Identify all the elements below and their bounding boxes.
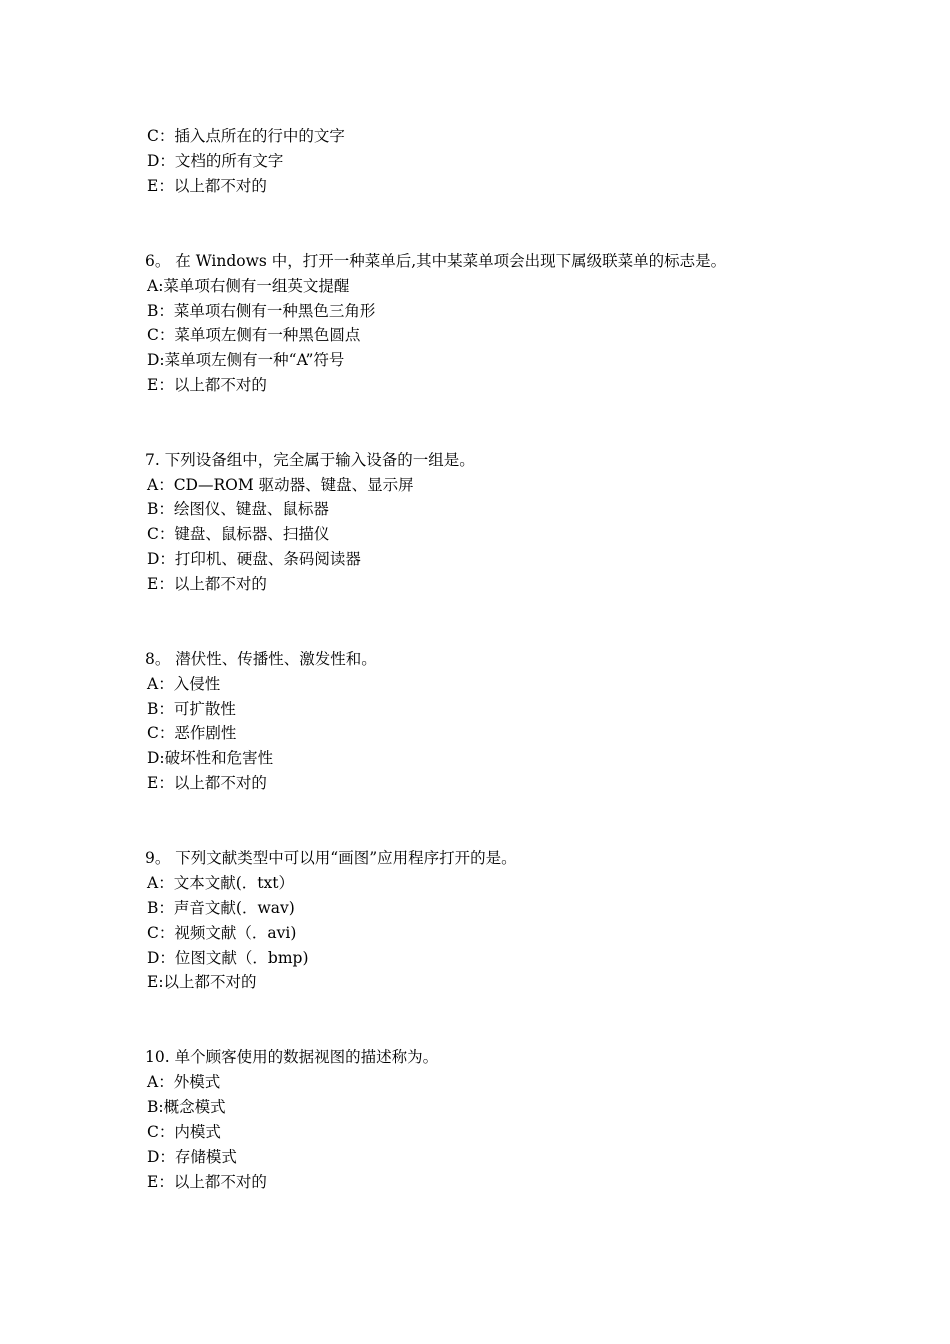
- question-7-stem: 7. 下列设备组中，完全属于输入设备的一组是。: [145, 451, 475, 469]
- question-7-option-a: A：CD—ROM 驱动器、键盘、显示屏: [147, 476, 414, 494]
- question-6-option-d: D:菜单项左侧有一种“A”符号: [147, 351, 345, 369]
- question-8-stem: 8。 潜伏性、传播性、激发性和。: [145, 650, 377, 668]
- question-7-option-c: C：键盘、鼠标器、扫描仪: [147, 525, 330, 543]
- question-9-option-c: C：视频文献（．avi): [147, 924, 297, 942]
- question-7-option-e: E：以上都不对的: [147, 575, 267, 593]
- question-6-stem: 6。 在 Windows 中，打开一种菜单后,其中某菜单项会出现下属级联菜单的标志是。: [145, 252, 727, 270]
- question-8-option-b: B：可扩散性: [147, 700, 236, 718]
- question-7-option-b: B：绘图仪、键盘、鼠标器: [147, 500, 329, 518]
- question-10-option-e: E：以上都不对的: [147, 1173, 267, 1191]
- question-6-option-e: E：以上都不对的: [147, 376, 267, 394]
- question-9-option-b: B：声音文献(．wav): [147, 899, 295, 917]
- question-9-stem: 9。 下列文献类型中可以用“画图”应用程序打开的是。: [145, 849, 517, 867]
- question-9-option-a: A：文本文献(．txt）: [147, 874, 294, 892]
- question-9-option-d: D：位图文献（．bmp): [147, 949, 309, 967]
- question-10-option-c: C：内模式: [147, 1123, 221, 1141]
- question-6-option-b: B：菜单项右侧有一种黑色三角形: [147, 302, 376, 320]
- option-e: E：以上都不对的: [147, 177, 267, 195]
- question-10-option-b: B:概念模式: [147, 1098, 226, 1116]
- option-d: D：文档的所有文字: [147, 152, 284, 170]
- question-8-option-a: A：入侵性: [147, 675, 221, 693]
- question-10-option-a: A：外模式: [147, 1073, 221, 1091]
- question-6-option-a: A:菜单项右侧有一组英文提醒: [147, 277, 350, 295]
- question-7-option-d: D：打印机、硬盘、条码阅读器: [147, 550, 361, 568]
- option-c: C：插入点所在的行中的文字: [147, 127, 345, 145]
- question-6-option-c: C：菜单项左侧有一种黑色圆点: [147, 326, 361, 344]
- question-10-option-d: D：存储模式: [147, 1148, 237, 1166]
- question-10-stem: 10. 单个顾客使用的数据视图的描述称为。: [145, 1048, 439, 1066]
- question-8-option-e: E：以上都不对的: [147, 774, 267, 792]
- question-9-option-e: E:以上都不对的: [147, 973, 257, 991]
- question-8-option-c: C：恶作剧性: [147, 724, 237, 742]
- question-8-option-d: D:破坏性和危害性: [147, 749, 274, 767]
